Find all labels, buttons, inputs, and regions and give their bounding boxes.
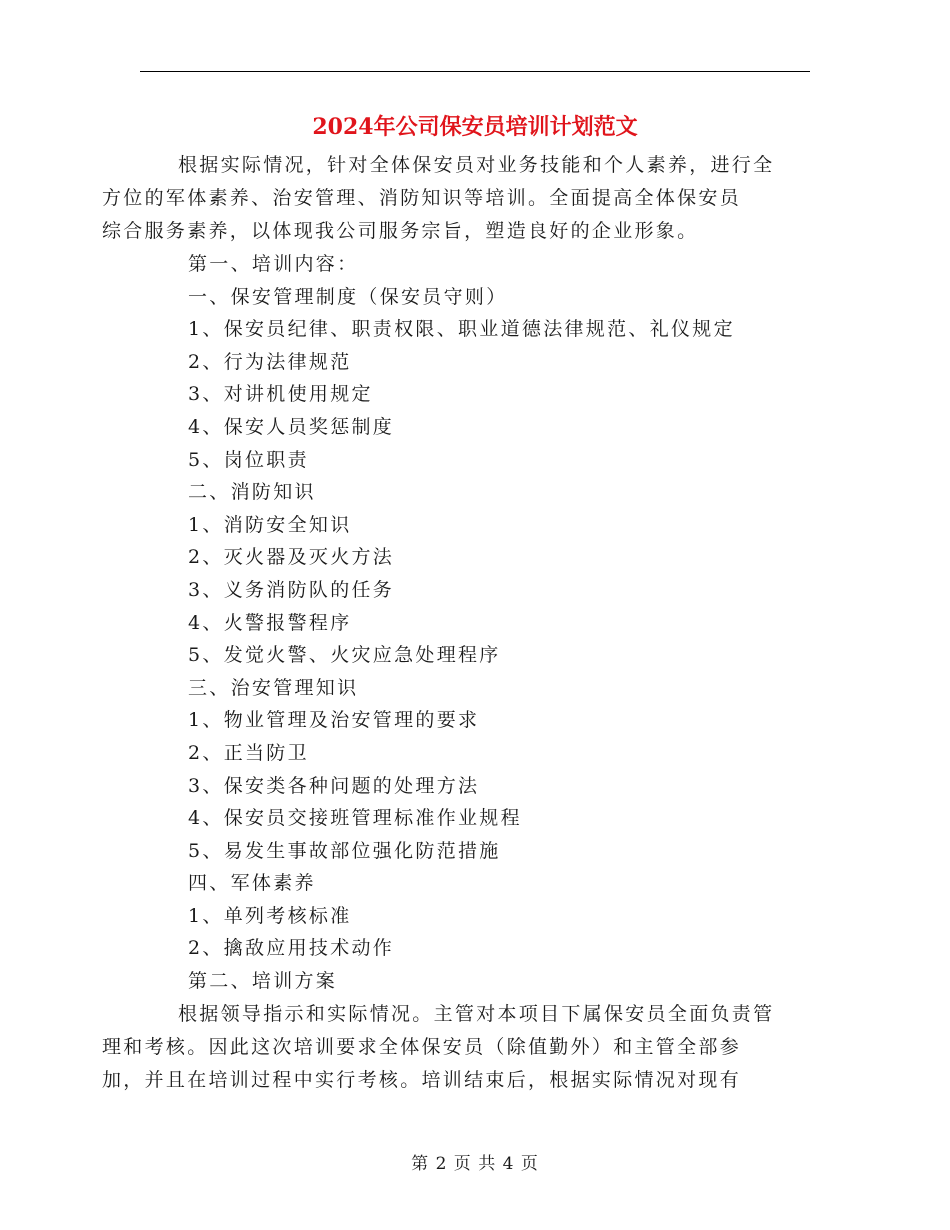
- list-item: 2、灭火器及灭火方法: [188, 546, 395, 569]
- list-item: 1、物业管理及治安管理的要求: [188, 709, 480, 732]
- list-item: 4、保安员交接班管理标准作业规程: [188, 807, 522, 830]
- list-item: 1、保安员纪律、职责权限、职业道德法律规范、礼仪规定: [188, 318, 735, 341]
- list-item: 四、军体素养: [188, 872, 316, 895]
- list-item: 4、保安人员奖惩制度: [188, 415, 395, 438]
- document-body: [102, 149, 810, 1097]
- list-item: 一、保安管理制度（保安员守则）: [188, 285, 508, 308]
- list-item: 3、对讲机使用规定: [188, 383, 373, 406]
- list-item: 二、消防知识: [188, 481, 316, 504]
- intro-line-1: 根据实际情况，针对全体保安员对业务技能和个人素养，进行全: [178, 154, 775, 176]
- list-item: 4、火警报警程序: [188, 611, 352, 634]
- document-title: 2024年公司保安员培训计划范文: [312, 114, 638, 140]
- list-item: 2、正当防卫: [188, 741, 309, 764]
- list-item: 5、岗位职责: [188, 448, 309, 471]
- closing-line-1: 根据领导指示和实际情况。主管对本项目下属保安员全面负责管: [178, 1002, 775, 1025]
- list-item: 1、消防安全知识: [188, 513, 352, 536]
- list-item: 2、行为法律规范: [188, 350, 352, 373]
- list-item: 2、擒敌应用技术动作: [188, 937, 395, 960]
- list-item: 三、治安管理知识: [188, 676, 359, 699]
- page-number-footer: [0, 1152, 950, 1176]
- closing-line-2: 理和考核。因此这次培训要求全体保安员（除值勤外）和主管全部参: [102, 1035, 742, 1058]
- closing-line-3: 加，并且在培训过程中实行考核。培训结束后，根据实际情况对现有: [102, 1068, 742, 1091]
- intro-line-3: 综合服务素养，以体现我公司服务宗旨，塑造良好的企业形象。: [102, 220, 699, 242]
- list-item: 3、保安类各种问题的处理方法: [188, 774, 480, 797]
- list-item: 5、发觉火警、火灾应急处理程序: [188, 644, 501, 667]
- intro-paragraph: [102, 149, 810, 248]
- page-number-label: 第 2 页 共 4 页: [411, 1154, 539, 1174]
- list-item: 3、义务消防队的任务: [188, 578, 395, 601]
- list-item: 5、易发生事故部位强化防范措施: [188, 839, 501, 862]
- content-list: [140, 248, 810, 998]
- closing-paragraph: [102, 998, 810, 1097]
- list-item: 1、单列考核标准: [188, 904, 352, 927]
- section-heading-training-plan: 第二、培训方案: [188, 970, 338, 993]
- header-rule: [140, 71, 810, 72]
- section-heading-training-content: 第一、培训内容：: [188, 253, 359, 275]
- intro-line-2: 方位的军体素养、治安管理、消防知识等培训。全面提高全体保安员: [102, 187, 742, 209]
